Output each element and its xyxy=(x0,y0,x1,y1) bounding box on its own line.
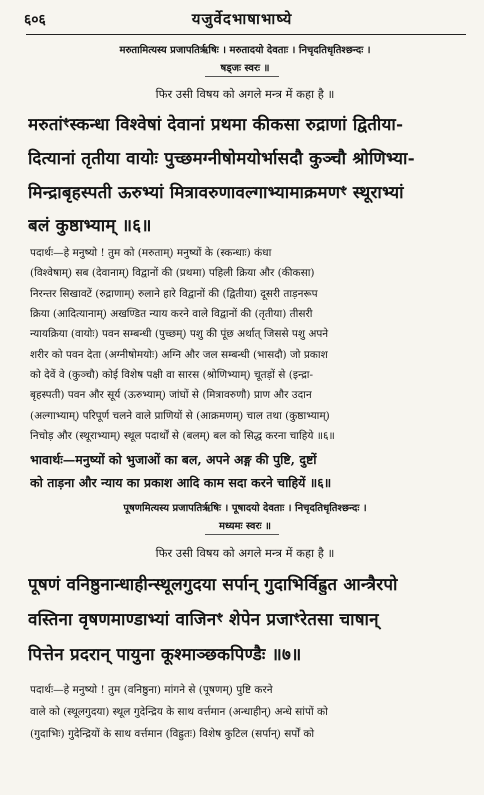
mantra-6-line: मरुतांꣳस्कन्धा विश्वेषां देवानां प्रथमा कीकसा रुद्राणां द्वितीया- xyxy=(28,115,404,135)
mantra-7-line: पूषणं वनिष्ठुनान्धाहीन्स्थूलगुदया सर्पान् गुदाभिर्विह्रुत आन्त्रैरपो xyxy=(28,575,398,595)
mantra-7-intro: फिर उसी विषय को अगले मन्त्र में कहा है ॥ xyxy=(155,546,335,560)
mantra-7-svara: मध्यमः स्वरः ॥ xyxy=(218,521,272,532)
padartha-line: वाले को (स्थूलगुदया) स्थूल गुदेन्द्रिय के साथ वर्त्तमान (अन्धाहीन्) अन्धे सांपों को xyxy=(30,706,328,718)
header-rule xyxy=(26,34,466,35)
padartha-line: बृहस्पती) पवन और सूर्य (ऊरुभ्याम्) जांघों से (मित्रावरुणौ) प्राण और उदान xyxy=(30,389,312,401)
mantra-7-line: वस्तिना वृषणमाण्डाभ्यां वाजिनꣳ शेपेन प्रजाꣳरेतसा चाषान् xyxy=(28,610,379,630)
padartha-line: पदार्थः—हे मनुष्यो ! तुम (वनिष्ठुना) मांगने से (पूषणम्) पुष्टि करने xyxy=(30,684,273,696)
padartha-line: को देवें वे (कुञ्चौ) कोई विशेष पक्षी वा सारस (श्रोणिभ्याम्) चूतड़ों से (इन्द्रा- xyxy=(30,369,314,381)
mantra-6-svara: षड्जः स्वरः ॥ xyxy=(220,63,270,74)
divider xyxy=(205,76,279,77)
padartha-line: निचोड़ और (स्थूराभ्याम्) स्थूल पदार्थों से (बलम्) बल को सिद्ध करना चाहिये ॥६॥ xyxy=(30,430,335,442)
bhavartha-line: को ताड़ना और न्याय का प्रकाश आदि काम सदा करने चाहियें ॥६॥ xyxy=(30,475,332,490)
running-title: यजुर्वेदभाषाभाष्ये xyxy=(191,10,293,28)
bhavartha-line: भावार्थः—मनुष्यों को भुजाओं का बल, अपने अङ्ग की पुष्टि, दुष्टों xyxy=(30,452,317,467)
divider xyxy=(205,534,279,535)
mantra-6-line: मिन्द्राबृहस्पती ऊरुभ्यां मित्रावरुणावल्गाभ्यामाक्रमणꣳ स्थूराभ्यां xyxy=(28,183,404,203)
padartha-line: निरन्तर सिखावटें (रुद्राणाम्) रुलाने हारे विद्वानों की (द्वितीया) दूसरी ताड़नरूप xyxy=(30,288,318,300)
padartha-line: (गुदाभिः) गुदेन्द्रियों के साथ वर्त्तमान (विह्रुतः) विशेष कुटिल (सर्पान्) सर्पों को xyxy=(30,728,315,740)
page-number: ६०६ xyxy=(24,12,46,28)
page-header xyxy=(18,6,466,32)
padartha-line: (अल्गाभ्याम्) परिपूर्ण चलने वाले प्राणियों से (आक्रमणम्) चाल तथा (कुष्ठाभ्याम्) xyxy=(30,410,330,422)
padartha-line: पदार्थः—हे मनुष्यो ! तुम को (मरुताम्) मनुष्यों के (स्कन्धाः) कंधा xyxy=(30,247,272,259)
padartha-line: क्रिया (आदित्यानाम्) अखण्डित न्याय करने वाले विद्वानों की (तृतीया) तीसरी xyxy=(30,308,313,320)
mantra-7-line: पित्तेन प्रदरान् पायुना कूश्माञ्छकपिण्डैः ॥७॥ xyxy=(28,645,302,665)
mantra-7-meta: पूषणमित्यस्य प्रजापतिर्ऋषिः । पूषादयो देवताः । निचृदतिधृतिश्छन्दः । xyxy=(123,503,367,514)
mantra-6-line: दित्यानां तृतीया वायोः पुच्छमग्नीषोमयोर्भासदौ कुञ्चौ श्रोणिभ्या- xyxy=(28,149,415,169)
padartha-line: न्यायक्रिया (वायोः) पवन सम्बन्धी (पुच्छम्) पशु की पूंछ अर्थात् जिससे पशु अपने xyxy=(30,328,329,340)
mantra-6-line: बलं कुष्ठाभ्याम् ॥६॥ xyxy=(28,216,152,236)
padartha-line: शरीर को पवन देता (अग्नीषोमयोः) अग्नि और जल सम्बन्धी (भासदौ) जो प्रकाश xyxy=(30,349,328,361)
padartha-line: (विश्वेषाम्) सब (देवानाम्) विद्वानों की (प्रथमा) पहिली क्रिया और (कीकसा) xyxy=(30,267,315,279)
mantra-6-intro: फिर उसी विषय को अगले मन्त्र में कहा है ॥ xyxy=(155,87,335,101)
mantra-6-meta: मरुतामित्यस्य प्रजापतिर्ऋषिः । मरुतादयो देवताः । निचृदतिधृतिश्छन्दः । xyxy=(119,45,371,56)
